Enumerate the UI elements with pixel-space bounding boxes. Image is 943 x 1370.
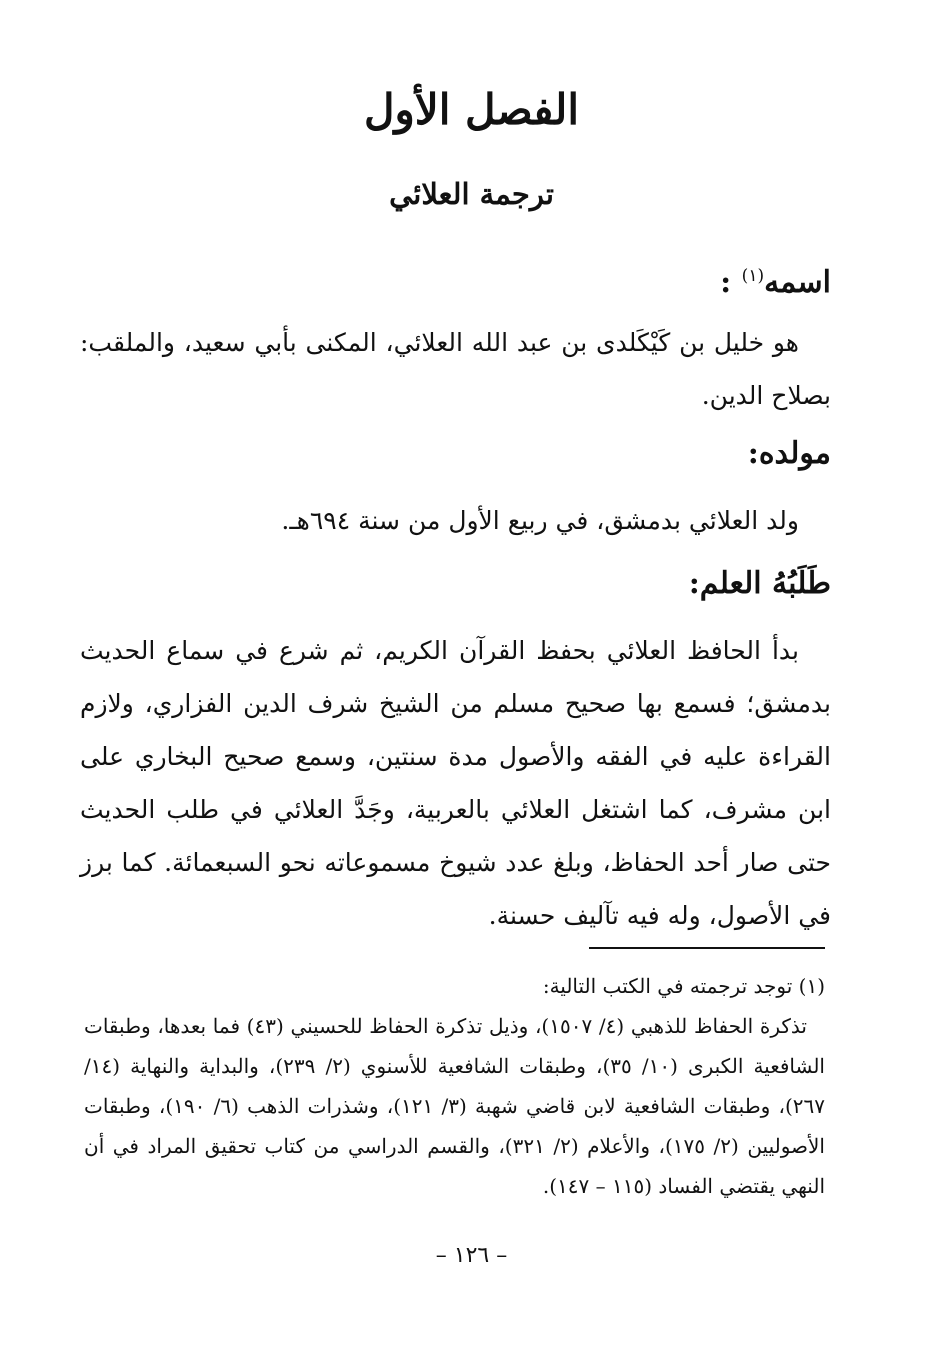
heading-study: طَلَبُهُ العلم: [688,566,831,601]
heading-name-label: اسمه [764,265,831,300]
section-subtitle: ترجمة العلائي [389,177,554,211]
chapter-title: الفصل الأول [364,85,579,134]
heading-name-colon: : [720,265,742,300]
footnote-separator [589,947,825,949]
paragraph-name: هو خليل بن كَيْكَلدى بن عبد الله العلائي، المكنى بأبي سعيد، والملقب: بصلاح الدين. [80,328,831,410]
paragraph-birth: ولد العلائي بدمشق، في ربيع الأول من سنة ٦٩٤هـ. [281,506,799,535]
page-number: – ١٢٦ – [435,1243,508,1268]
paragraph-study: بدأ الحافظ العلائي بحفظ القرآن الكريم، ثم شرع في سماع الحديث بدمشق؛ فسمع بها صحيح مسلم من الشيخ شرف الدين الفزاري، ولازم القراءة عليه في الفقه والأصول مدة سنتين، وسمع صحيح البخاري على ابن مشرف، كما اشتغل العلائي بالعربية، وجَدَّ العلائي في طلب الحديث حتى صار أحد الحفاظ، وبلغ عدد شيوخ مسموعاته نحو السبعمائة. كما برز في الأصول، وله فيه تآليف حسنة. [80,636,831,930]
footnote-marker[interactable]: (١) [741,266,765,286]
footnote-heading: (١) توجد ترجمته في الكتب التالية: [542,974,825,998]
heading-name [720,252,831,307]
heading-birth: مولده: [747,436,831,471]
footnote-references: تذكرة الحفاظ للذهبي (٤/ ١٥٠٧)، وذيل تذكرة الحفاظ للحسيني (٤٣) فما بعدها، وطبقات الشافعية الكبرى (١٠/ ٣٥)، وطبقات الشافعية للأسنوي (٢/ ٢٣٩)، والبداية والنهاية (١٤/ ٢٦٧)، وطبقات الشافعية لابن قاضي شهبة (٣/ ١٢١)، وشذرات الذهب (٦/ ١٩٠)، وطبقات الأصوليين (٢/ ١٧٥)، والأعلام (٢/ ٣٢١)، والقسم الدراسي من كتاب تحقيق المراد في أن النهي يقتضي الفساد (١١٥ – ١٤٧). [84,1014,825,1198]
